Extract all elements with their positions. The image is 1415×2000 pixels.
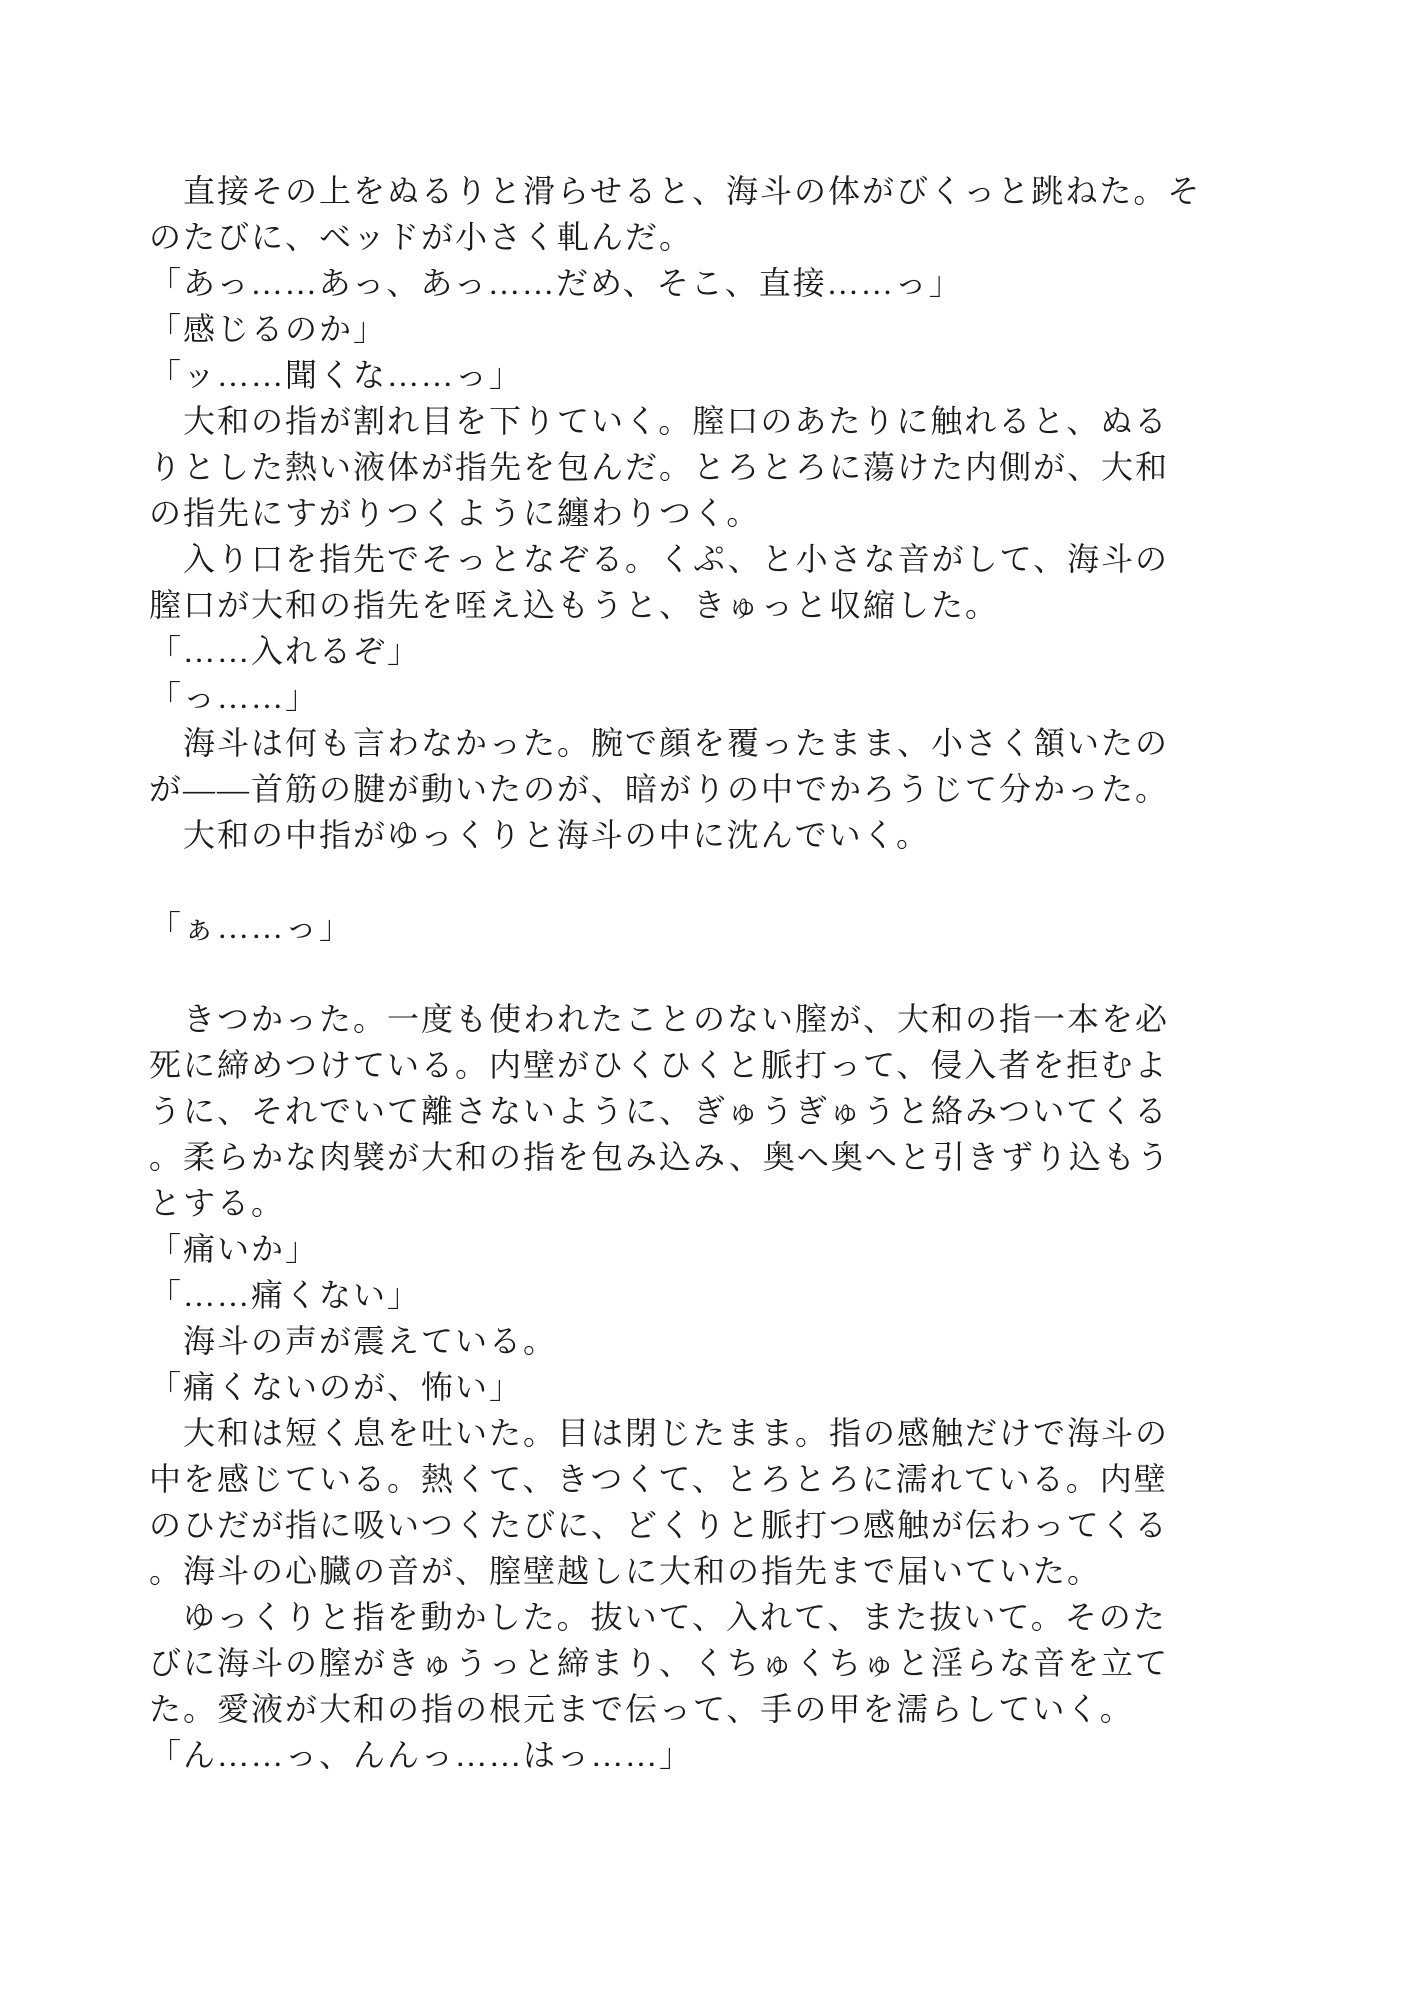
text-line (149, 950, 1209, 996)
text-line: 「ぁ……っ」 (149, 909, 354, 945)
text-line: 大和は短く息を吐いた。目は閉じたまま。指の感触だけで海斗の (149, 1415, 1170, 1451)
text-line: 死に締めつけている。内壁がひくひくと脈打って、侵入者を拒むよ (149, 1047, 1169, 1083)
text-line: のたびに、ベッドが小さく軋んだ。 (149, 219, 694, 255)
text-line: 大和の中指がゆっくりと海斗の中に沈んでいく。 (149, 817, 931, 853)
text-line: 「痛くないのが、怖い」 (149, 1369, 524, 1405)
text-line: 「感じるのか」 (149, 311, 388, 347)
text-line: とする。 (149, 1185, 286, 1221)
text-block (149, 168, 1209, 1778)
text-line: のひだが指に吸いつくたびに、どくりと脈打つ感触が伝わってくる (149, 1507, 1169, 1543)
text-line: 大和の指が割れ目を下りていく。膣口のあたりに触れると、ぬる (149, 403, 1169, 439)
text-line: きつかった。一度も使われたことのない膣が、大和の指一本を必 (149, 1001, 1170, 1037)
text-line: 。海斗の心臓の音が、膣壁越しに大和の指先まで届いていた。 (149, 1553, 1102, 1589)
text-line: ゆっくりと指を動かした。抜いて、入れて、また抜いて。そのた (149, 1599, 1167, 1635)
text-line: 「ん……っ、んんっ……はっ……」 (149, 1737, 694, 1773)
text-line: 中を感じている。熱くて、きつくて、とろとろに濡れている。内壁 (149, 1461, 1168, 1497)
text-line: 「あっ……あっ、あっ……だめ、そこ、直接……っ」 (149, 265, 963, 301)
text-line: 「……痛くない」 (149, 1277, 422, 1313)
text-line: 「ッ……聞くな……っ」 (149, 357, 524, 393)
text-line: 海斗は何も言わなかった。腕で顔を覆ったまま、小さく頷いたの (149, 725, 1170, 761)
text-line: 「痛いか」 (149, 1231, 320, 1267)
text-line: 。柔らかな肉襞が大和の指を包み込み、奥へ奥へと引きずり込もう (149, 1139, 1171, 1175)
text-line: 直接その上をぬるりと滑らせると、海斗の体がびくっと跳ねた。そ (149, 173, 1202, 209)
text-line: 入り口を指先でそっとなぞる。くぷ、と小さな音がして、海斗の (149, 541, 1170, 577)
text-line: 膣口が大和の指先を咥え込もうと、きゅっと収縮した。 (149, 587, 1000, 623)
text-line: 「っ……」 (149, 679, 320, 715)
text-line: りとした熱い液体が指先を包んだ。とろとろに蕩けた内側が、大和 (149, 449, 1170, 485)
text-line: 海斗の声が震えている。 (149, 1323, 558, 1359)
text-line: の指先にすがりつくように纏わりつく。 (149, 495, 761, 531)
text-line: 「……入れるぞ」 (149, 633, 422, 669)
text-line (149, 858, 1209, 904)
text-line: が――首筋の腱が動いたのが、暗がりの中でかろうじて分かった。 (149, 771, 1170, 807)
text-line: うに、それでいて離さないように、ぎゅうぎゅうと絡みついてくる (149, 1093, 1169, 1129)
text-line: た。愛液が大和の指の根元まで伝って、手の甲を濡らしていく。 (149, 1691, 1134, 1727)
text-line: びに海斗の膣がきゅうっと締まり、くちゅくちゅと淫らな音を立て (149, 1645, 1170, 1681)
